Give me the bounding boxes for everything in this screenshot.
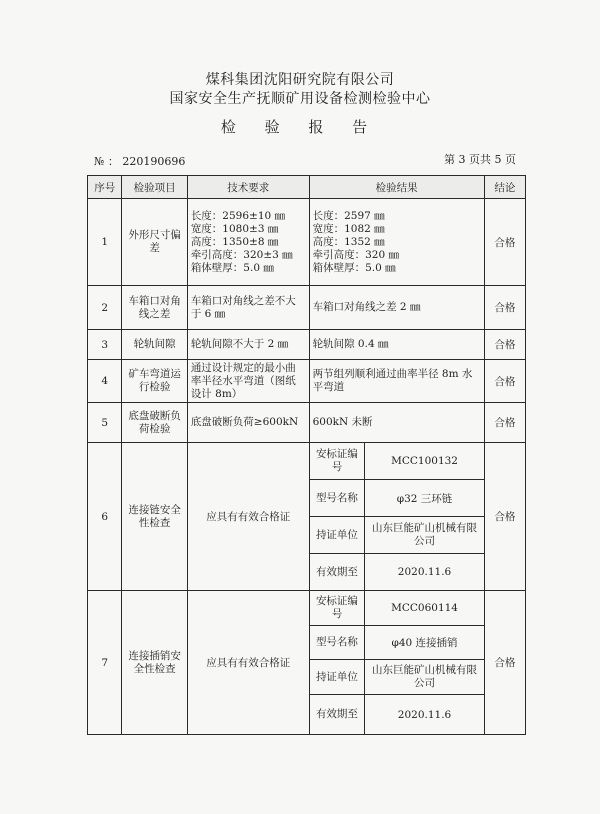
row-requirement: 轮轨间隙不大于 2 ㎜ [187, 330, 309, 360]
sub-key: 安标证编号 [309, 591, 365, 626]
sub-value: MCC100132 [365, 443, 484, 480]
result-line: 牵引高度：320 ㎜ [312, 248, 399, 261]
sub-key: 型号名称 [309, 480, 365, 517]
col-header-requirement: 技术要求 [187, 176, 309, 199]
page-info: 第 3 页共 5 页 [444, 153, 516, 166]
org-name-line1: 煤科集团沈阳研究院有限公司 [205, 72, 395, 88]
col-header-item: 检验项目 [122, 176, 187, 199]
req-line: 高度：1350±8 ㎜ [190, 235, 279, 248]
row-conclusion: 合格 [484, 199, 525, 286]
table-row [88, 199, 526, 286]
row-conclusion: 合格 [484, 403, 525, 443]
result-line: 长度：2597 ㎜ [312, 209, 385, 222]
row-item: 连接链安全性检查 [122, 443, 187, 591]
row-requirement: 应具有有效合格证 [187, 443, 309, 591]
row-no: 4 [88, 360, 122, 403]
report-number: № ： 220190696 [94, 155, 186, 168]
table-header-row [88, 176, 526, 199]
req-line: 宽度：1080±3 ㎜ [190, 222, 279, 235]
row-requirement [187, 199, 309, 286]
result-line: 高度：1352 ㎜ [312, 235, 385, 248]
table-row [88, 591, 526, 626]
row-result: 两节组列顺利通过曲率半径 8m 水平弯道 [309, 360, 484, 403]
row-item: 连接插销安全性检查 [122, 591, 187, 735]
row-no: 2 [88, 286, 122, 330]
row-item: 底盘破断负荷检验 [122, 403, 187, 443]
report-title: 检 验 报 告 [220, 118, 380, 136]
row-result: 车箱口对角线之差 2 ㎜ [309, 286, 484, 330]
row-item: 轮轨间隙 [122, 330, 187, 360]
sub-key: 型号名称 [309, 626, 365, 660]
row-no: 6 [88, 443, 122, 591]
table-row [88, 286, 526, 330]
row-no: 5 [88, 403, 122, 443]
row-result [309, 199, 484, 286]
row-item: 矿车弯道运行检验 [122, 360, 187, 403]
col-header-no: 序号 [88, 176, 122, 199]
row-result: 600kN 未断 [309, 403, 484, 443]
sub-value: 山东巨能矿山机械有限公司 [365, 517, 484, 554]
table-row [88, 443, 526, 480]
sub-key: 有效期至 [309, 695, 365, 735]
row-result: 轮轨间隙 0.4 ㎜ [309, 330, 484, 360]
row-requirement: 车箱口对角线之差不大于 6 ㎜ [187, 286, 309, 330]
row-item: 外形尺寸偏差 [122, 199, 187, 286]
row-no: 1 [88, 199, 122, 286]
row-no: 3 [88, 330, 122, 360]
req-line: 牵引高度：320±3 ㎜ [190, 248, 293, 261]
table-row [88, 403, 526, 443]
sub-value: 2020.11.6 [365, 695, 484, 735]
sub-value: φ40 连接插销 [365, 626, 484, 660]
sub-value: 2020.11.6 [365, 554, 484, 591]
sub-value: φ32 三环链 [365, 480, 484, 517]
sub-key: 持证单位 [309, 660, 365, 695]
result-line: 宽度：1082 ㎜ [312, 222, 385, 235]
sub-key: 有效期至 [309, 554, 365, 591]
row-conclusion: 合格 [484, 443, 525, 591]
sub-value: 山东巨能矿山机械有限公司 [365, 660, 484, 695]
row-item: 车箱口对角线之差 [122, 286, 187, 330]
sub-key: 安标证编号 [309, 443, 365, 480]
row-no: 7 [88, 591, 122, 735]
sub-value: MCC060114 [365, 591, 484, 626]
row-requirement: 通过设计规定的最小曲率半径水平弯道（图纸设计 8m） [187, 360, 309, 403]
row-conclusion: 合格 [484, 286, 525, 330]
col-header-result: 检验结果 [309, 176, 484, 199]
row-conclusion: 合格 [484, 330, 525, 360]
row-requirement: 底盘破断负荷≥600kN [187, 403, 309, 443]
req-line: 箱体壁厚：5.0 ㎜ [190, 261, 274, 274]
org-name-line2: 国家安全生产抚顺矿用设备检测检验中心 [169, 91, 431, 107]
table-row [88, 330, 526, 360]
row-requirement: 应具有有效合格证 [187, 591, 309, 735]
col-header-conclusion: 结论 [484, 176, 525, 199]
row-conclusion: 合格 [484, 591, 525, 735]
req-line: 长度：2596±10 ㎜ [190, 209, 286, 222]
row-conclusion: 合格 [484, 360, 525, 403]
inspection-table [87, 175, 526, 735]
result-line: 箱体壁厚：5.0 ㎜ [312, 261, 396, 274]
sub-key: 持证单位 [309, 517, 365, 554]
table-row [88, 360, 526, 403]
